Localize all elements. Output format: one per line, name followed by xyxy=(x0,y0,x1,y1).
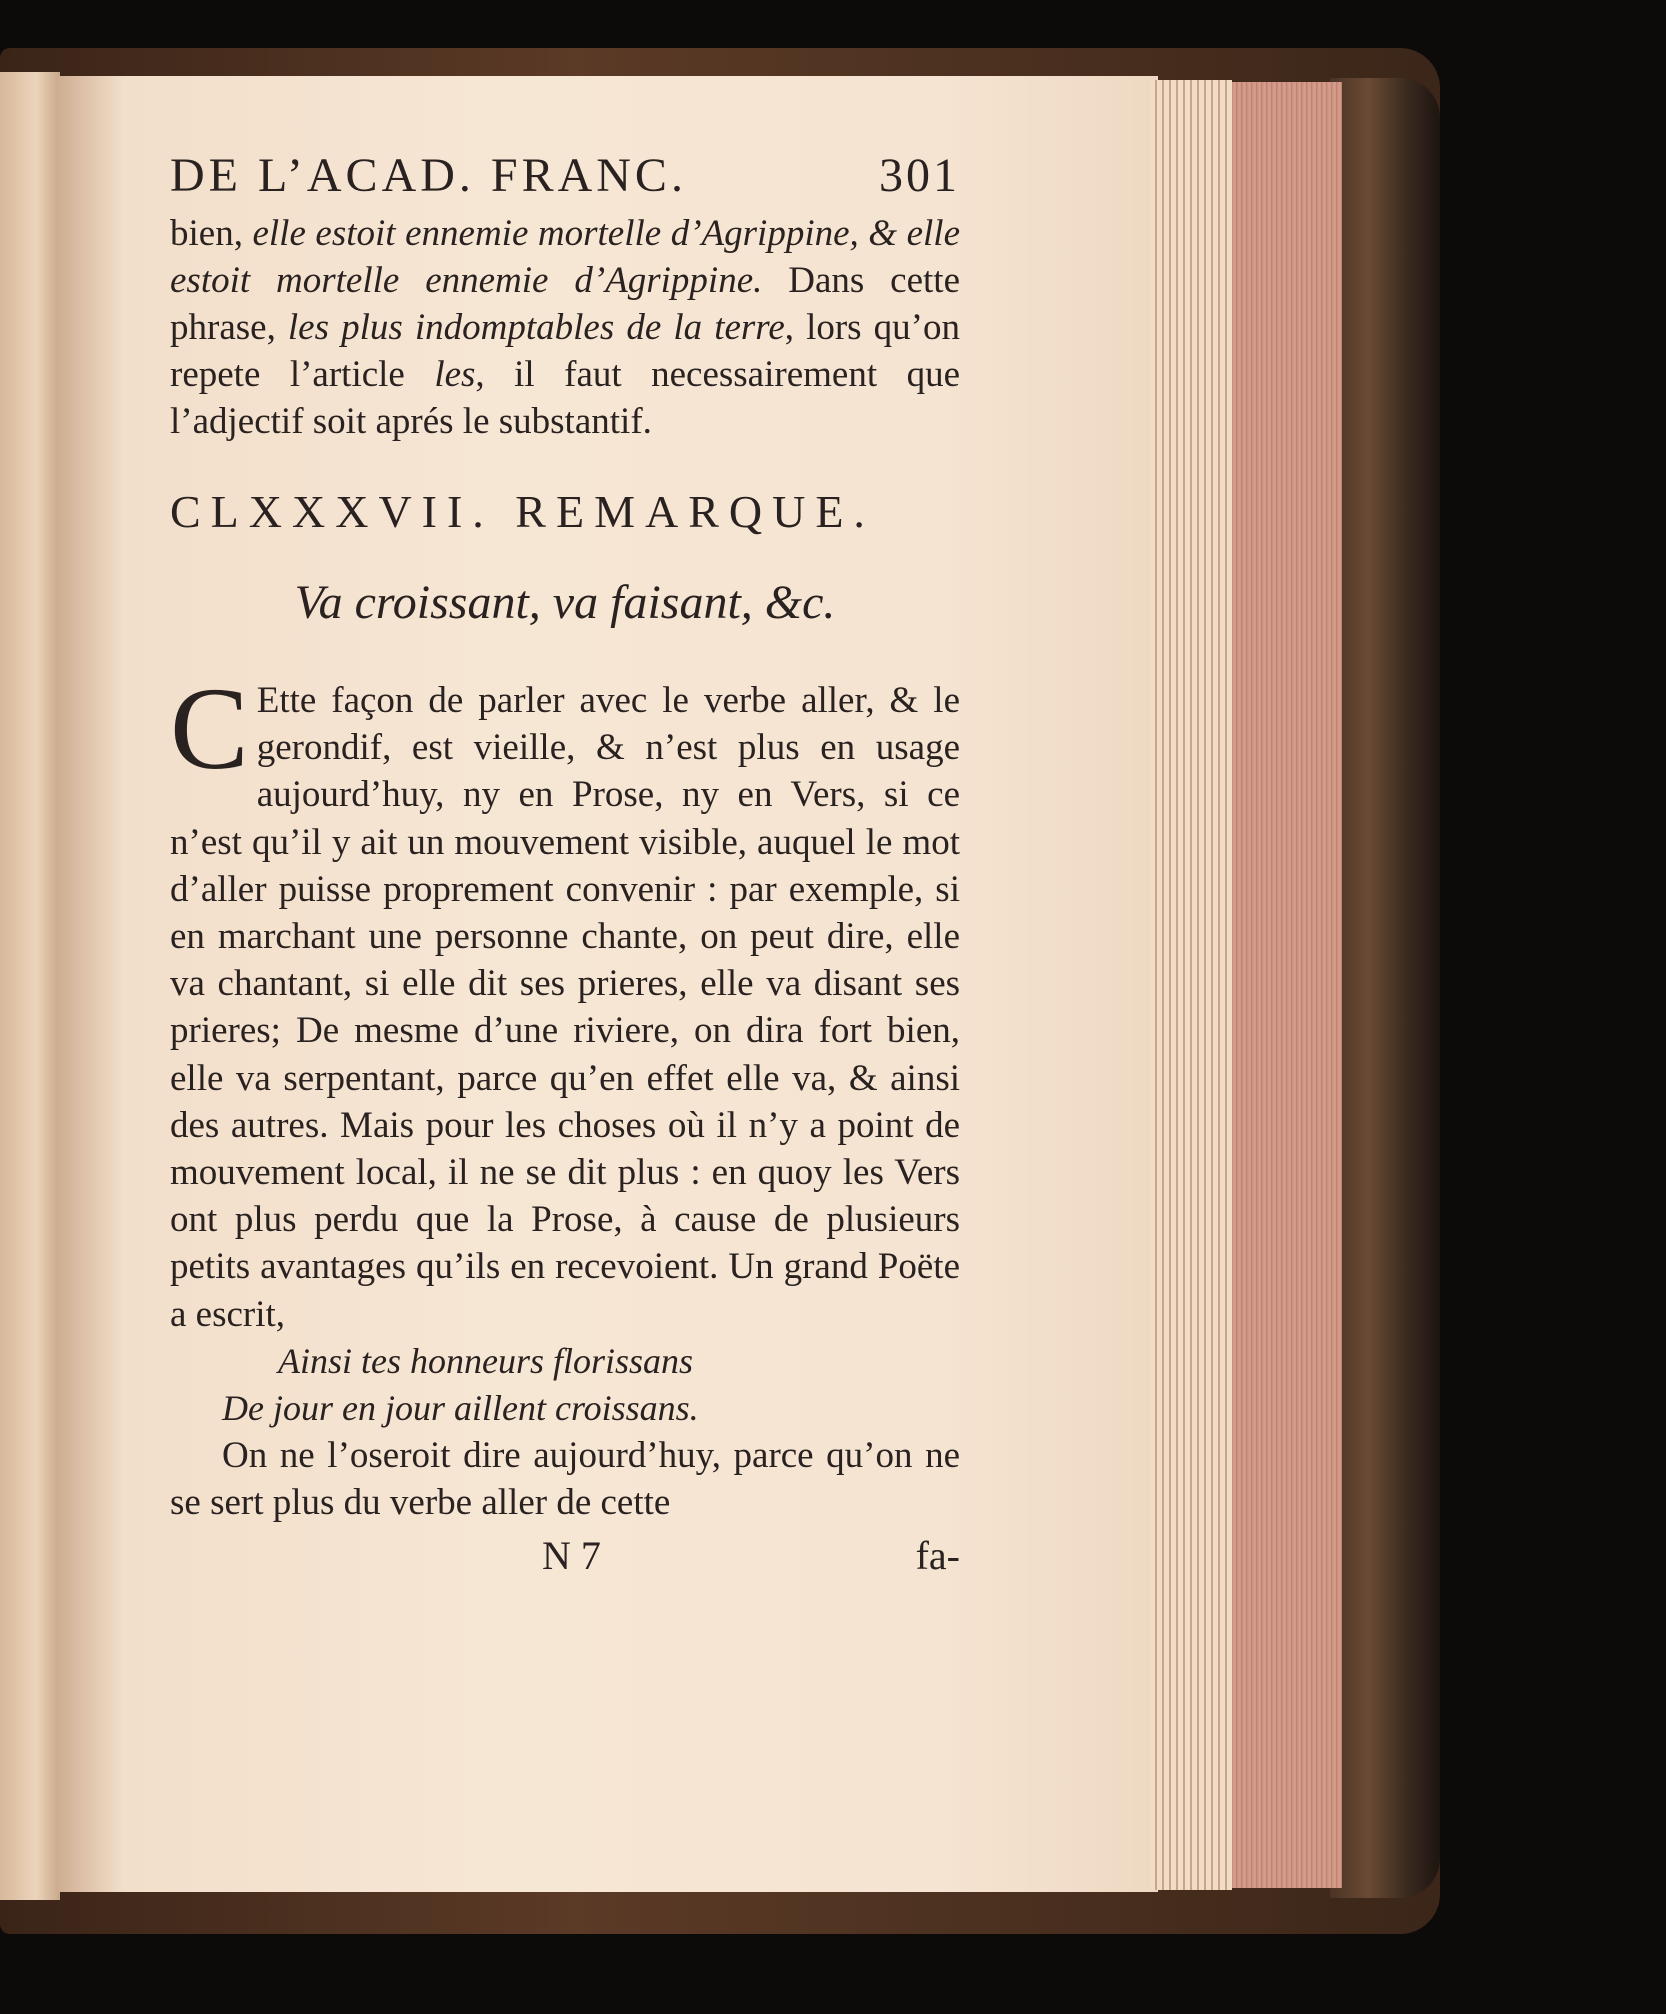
closing-italic: aller xyxy=(481,1482,548,1524)
closing-text: de cette xyxy=(547,1482,671,1524)
catchword: fa- xyxy=(915,1533,960,1579)
intro-text: , lors qu’on repete l’article xyxy=(170,307,960,395)
closing-text: On ne l’oseroit dire aujourd’huy, parce qu’on ne se sert plus du verbe xyxy=(170,1434,960,1524)
page-footer xyxy=(170,1532,960,1588)
left-page-edge xyxy=(0,72,60,1900)
remark-heading: CLXXXVII. REMARQUE. xyxy=(170,486,875,537)
closing-paragraph xyxy=(170,1432,960,1526)
body-italic: elle va serpentant xyxy=(170,1057,436,1099)
body-italic: elle va chantant xyxy=(170,916,960,1005)
red-page-edges xyxy=(1232,82,1342,1888)
verse-line-2: De jour en jour aillent croissans. xyxy=(222,1387,699,1428)
body-italic: aller xyxy=(801,680,866,721)
body-paragraph xyxy=(170,663,961,1338)
header-title: DE L’ACAD. FRANC. xyxy=(170,149,687,202)
body-italic: elle va disant ses prieres xyxy=(170,963,961,1052)
intro-text: Dans cette phrase, xyxy=(170,260,960,348)
page-stack xyxy=(1150,80,1232,1890)
intro-text: , il faut necessairement que l’adjectif soit aprés le substantif. xyxy=(170,354,960,442)
book-spine-edge xyxy=(1330,78,1440,1898)
signature-mark: N 7 xyxy=(542,1533,601,1579)
body-text: Ette façon de parler avec le verbe xyxy=(256,680,802,721)
body-italic: aller xyxy=(200,868,267,910)
drop-cap: C xyxy=(170,663,249,794)
body-text: , & le gerondif, est vieille, & n’est plus en usage aujourd’huy, ny en Prose, ny en Vers, si ce n’est qu’il y ait un mouvement visible, auquel le mot d’ xyxy=(170,680,960,910)
intro-italic-article: les xyxy=(434,354,476,395)
body-text: , si elle dit ses prieres, xyxy=(342,963,701,1005)
remark-subheading: Va croissant, va faisant, &c. xyxy=(294,576,836,629)
intro-italic-phrase: les plus indomptables de la terre xyxy=(287,307,785,348)
intro-paragraph xyxy=(170,210,960,445)
page-text xyxy=(170,148,960,1588)
body-text: , parce qu’en effet elle va, & ainsi des autres. Mais pour les choses où il n’y a point de mouvement local, il ne se dit plus : en quoy les Vers ont plus perdu que la Prose, à cause de plusieurs petits avantages qu’ils en recevoient. Un grand Poëte a escrit, xyxy=(170,1057,960,1335)
body-text: ; De mesme d’une riviere, on dira fort bien, xyxy=(270,1010,960,1052)
intro-italic-example: elle estoit ennemie mortelle d’Agrippine, & elle estoit mortelle ennemie d’Agrippine. xyxy=(170,213,961,301)
body-text: puisse proprement convenir : par exemple, si en marchant une personne chante, on peut dire, xyxy=(170,868,960,958)
running-header xyxy=(170,148,960,210)
intro-text: bien, xyxy=(170,213,253,254)
page-number: 301 xyxy=(879,149,960,202)
verse-line-1: Ainsi tes honneurs florissans xyxy=(278,1340,694,1381)
